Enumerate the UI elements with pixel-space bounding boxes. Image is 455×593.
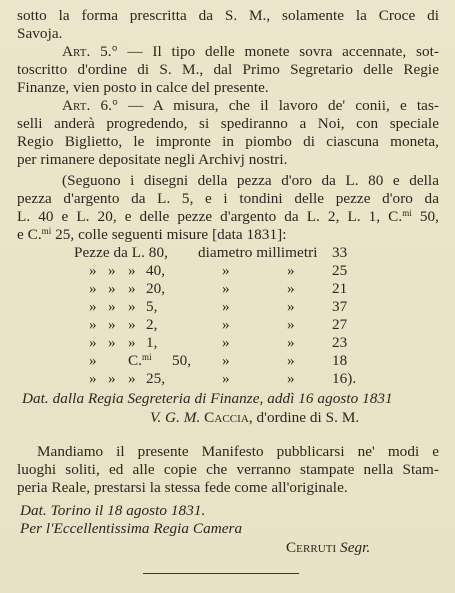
- signature-initials: V. G. M.: [150, 409, 205, 426]
- text-fragment: — A misura, che il lavoro de' conii, e tas-: [118, 97, 440, 114]
- row-diameter: 18: [332, 352, 348, 369]
- article-6-label: Art. 6.°: [62, 97, 119, 114]
- measure-table-row: [0, 316, 455, 333]
- row-denomination: 20,: [146, 280, 166, 297]
- ditto-mark: »: [222, 334, 230, 351]
- measure-table-row: [0, 298, 455, 315]
- signature-rest: , d'ordine di S. M.: [248, 409, 360, 426]
- ditto-mark: »: [128, 262, 136, 279]
- measure-table-row: [0, 280, 455, 297]
- ditto-mark: »: [89, 370, 97, 387]
- text-line: (Seguono i disegni della pezza d'oro da L. 80 e della: [62, 172, 439, 189]
- measure-table-row: [0, 262, 455, 279]
- text-line: sotto la forma prescritta da S. M., solamente la Croce di: [17, 7, 439, 24]
- text-line: toscritto d'ordine di S. M., dal Primo Segretario delle Regie: [17, 61, 439, 78]
- text-line: [17, 208, 439, 225]
- ditto-mark: »: [287, 370, 295, 387]
- article-5-line: [62, 43, 439, 60]
- header-denomination: Pezze da L. 80,: [74, 244, 168, 261]
- ditto-mark: »: [89, 262, 97, 279]
- row-denomination: 5,: [146, 298, 158, 315]
- row-denomination: 40,: [146, 262, 166, 279]
- ditto-mark: »: [287, 298, 295, 315]
- row-diameter: 37: [332, 298, 348, 315]
- row-denomination: 1,: [146, 334, 158, 351]
- ditto-mark: »: [128, 280, 136, 297]
- article-6-line: [62, 97, 439, 114]
- text-line: selli anderà progredendo, si spediranno a Noi, con speciale: [17, 115, 439, 132]
- dated-line: Dat. Torino il 18 agosto 1831.: [20, 502, 206, 519]
- text-line: Savoja.: [17, 25, 63, 42]
- row-denomination: 25,: [146, 370, 166, 387]
- text-line: luoghi soliti, ed alle copie che verranno stampate nella Stam-: [17, 461, 439, 478]
- text-line: pezza d'argento da L. 5, e i tondini delle pezze d'oro da: [17, 190, 439, 207]
- ditto-mark: »: [108, 298, 116, 315]
- closing-rule: [143, 573, 299, 574]
- ditto-mark: »: [222, 370, 230, 387]
- ditto-mark: »: [222, 352, 230, 369]
- ditto-mark: »: [128, 298, 136, 315]
- ditto-mark: »: [89, 280, 97, 297]
- ditto-mark: »: [108, 370, 116, 387]
- text-fragment: — Il tipo delle monete sovra accennate, sot-: [117, 43, 439, 60]
- signature-cerruti: [286, 539, 436, 556]
- text-fragment: 50,: [411, 208, 439, 225]
- row-diameter: 21: [332, 280, 348, 297]
- row-diameter: 27: [332, 316, 348, 333]
- ditto-mark: »: [108, 316, 116, 333]
- ditto-mark: »: [287, 262, 295, 279]
- ditto-mark: »: [222, 280, 230, 297]
- signature-caccia: [150, 409, 410, 426]
- header-diameter-label: diametro millimetri: [198, 244, 318, 261]
- row-prefix: [128, 352, 152, 369]
- ditto-mark: »: [222, 262, 230, 279]
- ditto-mark: »: [108, 262, 116, 279]
- text-line: [17, 226, 439, 243]
- measure-table-row: [0, 370, 455, 387]
- ditto-mark: »: [128, 316, 136, 333]
- dated-line: Dat. dalla Regia Segreteria di Finanze, addì 16 agosto 1831: [22, 390, 393, 407]
- row-denomination: 2,: [146, 316, 158, 333]
- text-line: peria Reale, prestarsi la stessa fede come all'originale.: [17, 479, 348, 496]
- ditto-mark: »: [222, 298, 230, 315]
- text-line: Finanze, vien posto in calce del presente.: [17, 79, 269, 96]
- ditto-mark: »: [89, 334, 97, 351]
- row-diameter: 16).: [332, 370, 357, 387]
- superscript: mi: [41, 226, 52, 236]
- text-fragment: e C.: [17, 226, 42, 243]
- text-line: Mandiamo il presente Manifesto pubblicarsi ne' modi e: [37, 443, 439, 460]
- ditto-mark: »: [89, 352, 97, 369]
- text-line: per rimanere depositate negli Archivj nostri.: [17, 151, 288, 168]
- signature-name: Caccia: [204, 409, 249, 426]
- row-diameter: 23: [332, 334, 348, 351]
- measure-table-header: [0, 244, 455, 261]
- ditto-mark: »: [128, 334, 136, 351]
- ditto-mark: »: [287, 352, 295, 369]
- ditto-mark: »: [128, 370, 136, 387]
- article-5-label: Art. 5.°: [62, 43, 118, 60]
- chamber-line: Per l'Eccellentissima Regia Camera: [20, 520, 243, 537]
- text-fragment: 25, colle seguenti misure [data 1831]:: [51, 226, 287, 243]
- signature-name: Cerruti: [286, 539, 337, 556]
- row-diameter: 25: [332, 262, 348, 279]
- signature-title: Segr.: [336, 539, 371, 556]
- ditto-mark: »: [287, 334, 295, 351]
- ditto-mark: »: [287, 280, 295, 297]
- superscript: mi: [402, 208, 412, 218]
- header-diameter-value: 33: [332, 244, 348, 261]
- ditto-mark: »: [287, 316, 295, 333]
- measure-table-row: [0, 352, 455, 369]
- ditto-mark: »: [108, 334, 116, 351]
- superscript: mi: [142, 352, 152, 362]
- ditto-mark: »: [108, 280, 116, 297]
- ditto-mark: »: [89, 298, 97, 315]
- row-prefix-text: C.: [128, 352, 143, 369]
- row-denomination: 50,: [172, 352, 192, 369]
- ditto-mark: »: [222, 316, 230, 333]
- measure-table-row: [0, 334, 455, 351]
- ditto-mark: »: [89, 316, 97, 333]
- text-fragment: L. 40 e L. 20, e delle pezze d'argento da L. 2, L. 1, C.: [17, 208, 403, 225]
- text-line: Regio Biglietto, le impronte in piombo di ciascuna moneta,: [17, 133, 439, 150]
